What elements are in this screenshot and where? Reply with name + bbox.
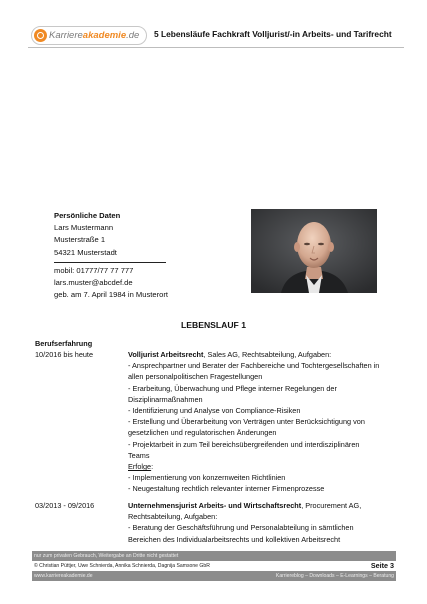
personal-data-heading: Persönliche Daten: [54, 211, 121, 220]
task-item: - Ansprechpartner und Berater der Fachbereiche und Tochtergesellschaften in allen personalpolitischen Fragestellungen: [128, 361, 380, 382]
entry-body: [128, 500, 380, 545]
person-name: Lars Mustermann: [54, 223, 114, 233]
karriereakademie-logo: [31, 26, 147, 45]
footer-links[interactable]: Karriereblog – Downloads – E-Learnings – Beratung: [275, 573, 394, 579]
address-city: 54321 Musterstadt: [54, 247, 117, 257]
entry-date: 10/2016 bis heute: [35, 350, 94, 359]
website-link[interactable]: www.karriereakademie.de: [34, 573, 93, 579]
job-title: Unternehmensjurist Arbeits- und Wirtschaftsrecht: [128, 501, 302, 510]
success-item: - Implementierung von konzernweiten Richtlinien: [128, 473, 286, 483]
copyright-text: © Christian Püttjer, Uwe Schnierda, Annika Schnierda, Dagnija Samsone GbR: [34, 563, 210, 569]
entry-headline: [128, 500, 380, 522]
logo-text-part1: Karriere: [49, 30, 83, 41]
email-address: lars.muster@abcdef.de: [54, 278, 133, 288]
portrait-image: [251, 209, 377, 293]
entry-body: [128, 349, 380, 495]
success-colon: :: [151, 462, 154, 472]
address-street: Musterstraße 1: [54, 235, 106, 245]
mobile-number: mobil: 01777/77 77 777: [54, 265, 134, 275]
logo-text: [49, 29, 139, 43]
birth-info: geb. am 7. April 1984 in Musterort: [54, 290, 168, 300]
logo-text-part2: akademie: [82, 30, 127, 41]
employer-line: , Procurement AG, Rechtsabteilung, Aufgaben:: [128, 501, 362, 522]
employer-line: , Sales AG, Rechtsabteilung, Aufgaben:: [203, 350, 332, 359]
divider: [54, 262, 166, 263]
job-title: Volljurist Arbeitsrecht: [128, 350, 204, 359]
logo-text-part3: .de: [126, 30, 140, 41]
profile-photo: [251, 209, 377, 293]
success-heading: [128, 461, 380, 472]
success-item: - Neugestaltung rechtlich relevanter interner Firmenprozesse: [128, 484, 325, 494]
personal-data: [54, 210, 244, 301]
page-footer: [32, 551, 396, 590]
entry-headline: [128, 349, 380, 360]
usage-notice: nur zum privaten Gebrauch, Weitergabe an Dritte nicht gestattet: [32, 551, 396, 561]
task-item: - Projektarbeit in zum Teil bereichsübergreifenden und interdisziplinären Teams: [128, 439, 360, 460]
task-item: - Erstellung und Überarbeitung von Verträgen unter Berücksichtigung von gesetzlichen und regulatorischen Änderungen: [128, 417, 365, 438]
task-item: - Erarbeitung, Überwachung und Pflege interner Regelungen der Disziplinarmaßnahmen: [128, 383, 337, 404]
task-item: - Identifizierung und Analyse von Compliance-Risiken: [128, 406, 301, 416]
footer-links-row: [32, 571, 396, 581]
document-title: 5 Lebensläufe Fachkraft Volljurist/-in Arbeits- und Tarifrecht: [154, 29, 392, 39]
cv-title: LEBENSLAUF 1: [181, 320, 246, 330]
page-number: Seite 3: [370, 561, 394, 570]
page-header: [28, 24, 404, 48]
task-item: - Beratung der Geschäftsführung und Personalabteilung in sämtlichen Bereichen des Individualarbeitsrechts und kollektiven Arbeitsrecht: [128, 523, 354, 544]
section-heading-experience: Berufserfahrung: [35, 339, 93, 348]
entry-date: 03/2013 - 09/2016: [35, 501, 95, 510]
copyright-row: [32, 561, 396, 571]
logo-icon: [34, 29, 47, 42]
success-label: Erfolge: [128, 462, 152, 472]
